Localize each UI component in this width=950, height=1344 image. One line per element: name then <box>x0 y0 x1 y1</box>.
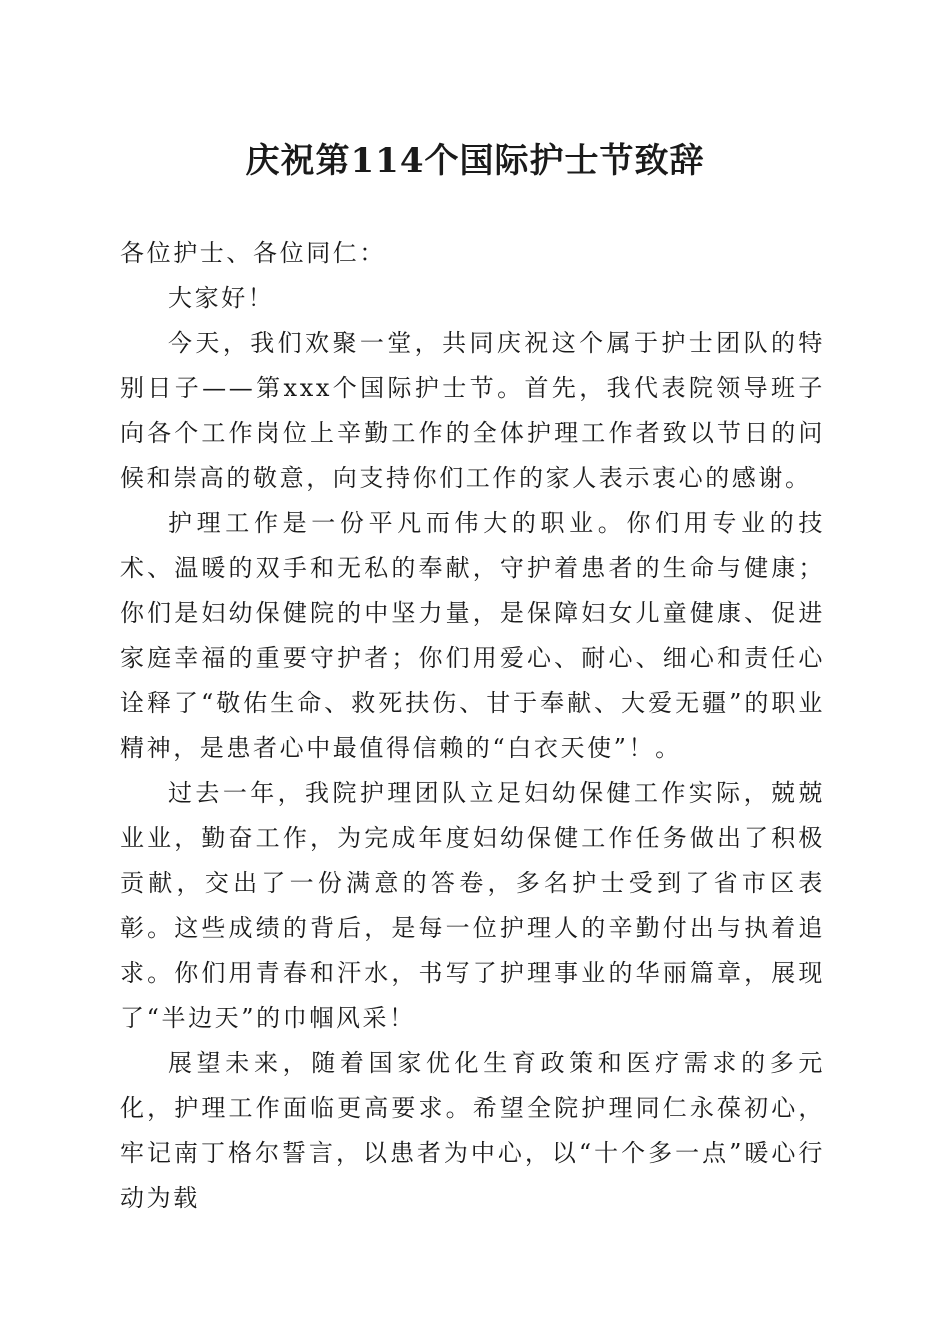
paragraph-outlook: 展望未来，随着国家优化生育政策和医疗需求的多元化，护理工作面临更高要求。希望全院护理同仁永葆初心，牢记南丁格尔誓言，以患者为中心，以“十个多一点”暖心行动为载 <box>120 1049 825 1212</box>
paragraph-profession: 护理工作是一份平凡而伟大的职业。你们用专业的技术、温暖的双手和无私的奉献，守护着患者的生命与健康；你们是妇幼保健院的中坚力量，是保障妇女儿童健康、促进家庭幸福的重要守护者；你们用爱心、耐心、细心和责任心诠释了“敬佑生命、救死扶伤、甘于奉献、大爱无疆”的职业精神，是患者心中最值得信赖的“白衣天使”！。 <box>120 509 825 762</box>
document-title: 庆祝第114个国际护士节致辞 <box>245 141 705 181</box>
paragraph-achievements: 过去一年，我院护理团队立足妇幼保健工作实际，兢兢业业，勤奋工作，为完成年度妇幼保健工作任务做出了积极贡献，交出了一份满意的答卷，多名护士受到了省市区表彰。这些成绩的背后，是每一位护理人的辛勤付出与执着追求。你们用青春和汗水，书写了护理事业的华丽篇章，展现了“半边天”的巾帼风采！ <box>120 779 825 1032</box>
salutation: 各位护士、各位同仁： <box>120 239 386 267</box>
document-body <box>120 231 825 1221</box>
paragraph-opening: 今天，我们欢聚一堂，共同庆祝这个属于护士团队的特别日子——第xxx个国际护士节。首先，我代表院领导班子向各个工作岗位上辛勤工作的全体护理工作者致以节日的问候和崇高的敬意，向支持你们工作的家人表示衷心的感谢。 <box>120 329 825 492</box>
paragraph-greeting: 大家好！ <box>168 284 275 312</box>
